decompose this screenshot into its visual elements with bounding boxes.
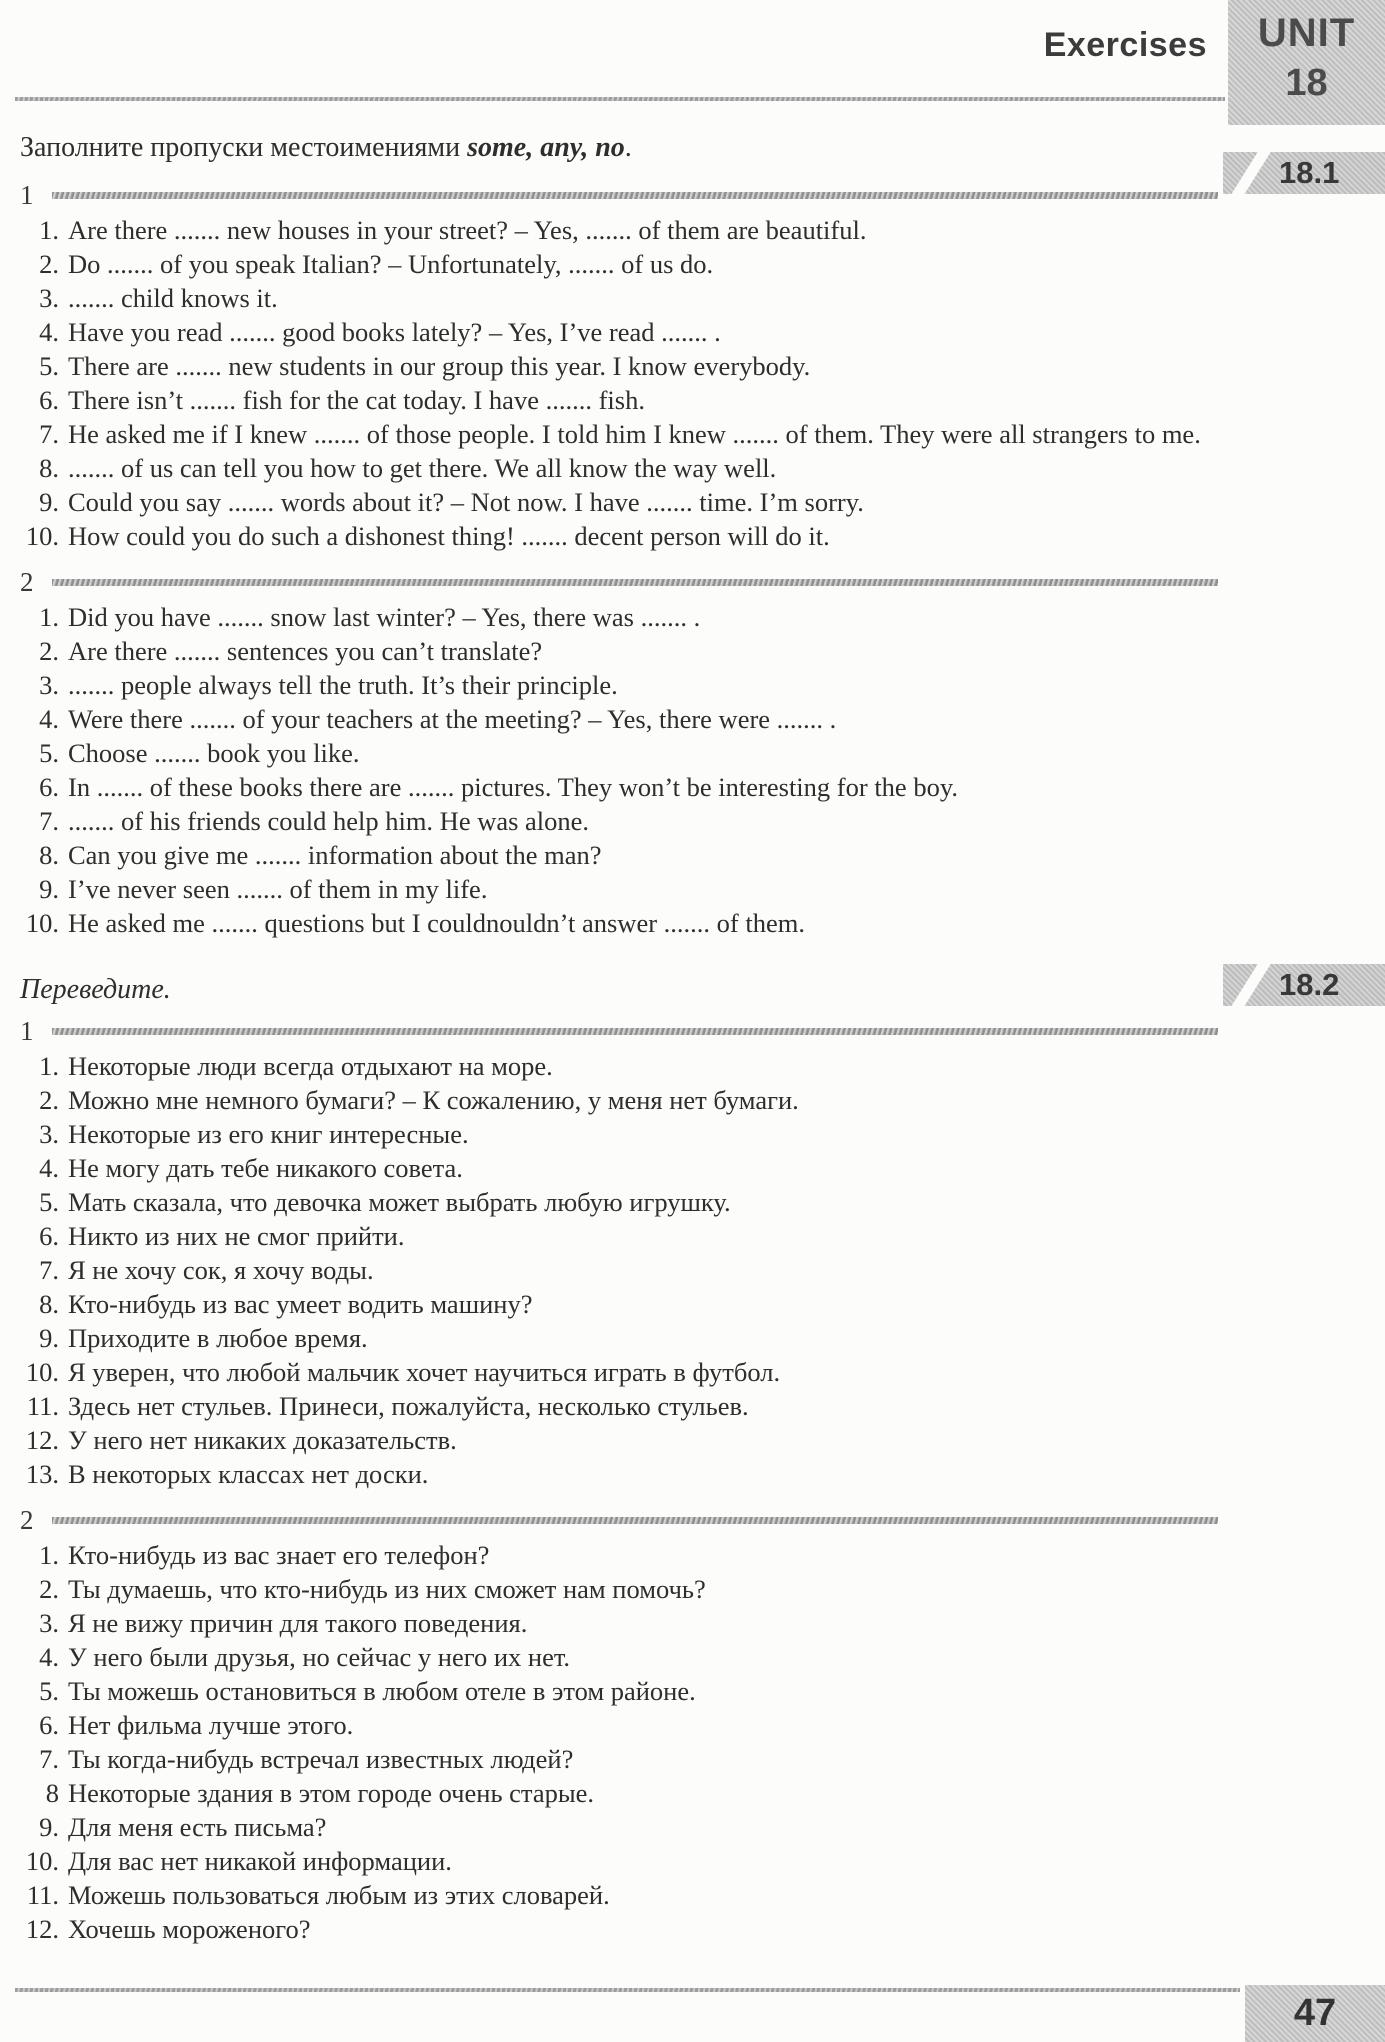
item-number: 3. [39, 670, 59, 700]
list-item [20, 600, 1282, 634]
item-text: In ....... of these books there are ....... pictures. They won’t be interesting for the boy. [68, 772, 958, 802]
list-item [20, 1606, 1282, 1640]
page-title: Exercises [1043, 26, 1207, 64]
item-text: Никто из них не смог прийти. [68, 1221, 405, 1251]
item-number: 13. [25, 1459, 59, 1489]
item-text: Ты думаешь, что кто-нибудь из них сможет нам помочь? [68, 1574, 706, 1604]
list-item [20, 1219, 1282, 1253]
list-item [20, 1708, 1282, 1742]
page-content [20, 118, 1340, 1946]
exercise-rule [52, 192, 1218, 199]
item-text: Можешь пользоваться любым из этих словарей. [68, 1880, 610, 1910]
exercise-1-marker [20, 179, 1330, 210]
list-item [20, 213, 1282, 247]
list-item [20, 519, 1282, 553]
list-item [20, 1538, 1282, 1572]
list-item [20, 1389, 1282, 1423]
item-text: ....... people always tell the truth. It’s their principle. [68, 670, 618, 700]
page-number-box [1245, 1985, 1385, 2042]
instruction-period: . [624, 132, 632, 163]
item-number: 8. [39, 1289, 59, 1319]
list-item [20, 1185, 1282, 1219]
list-item [20, 281, 1282, 315]
item-text: Choose ....... book you like. [68, 738, 360, 768]
item-text: There are ....... new students in our group this year. I know everybody. [68, 351, 811, 381]
item-text: Я уверен, что любой мальчик хочет научиться играть в футбол. [68, 1357, 781, 1387]
list-item [20, 770, 1282, 804]
item-number: 4. [39, 1642, 59, 1672]
badge-slash-icon [1229, 152, 1272, 194]
item-text: Do ....... of you speak Italian? – Unfortunately, ....... of us do. [68, 249, 714, 279]
item-text: Я не вижу причин для такого поведения. [68, 1608, 528, 1638]
unit-label: UNIT [1257, 11, 1356, 55]
list-item [20, 1878, 1282, 1912]
item-text: Некоторые здания в этом городе очень старые. [68, 1778, 595, 1808]
list-item [20, 1674, 1282, 1708]
item-text: Не могу дать тебе никакого совета. [68, 1153, 463, 1183]
item-number: 10. [25, 1846, 59, 1876]
badge-number: 18.1 [1279, 155, 1340, 190]
badge-slash-icon [1229, 964, 1272, 1006]
item-text: ....... of us can tell you how to get there. We all know the way well. [68, 453, 777, 483]
item-number: 9. [39, 487, 59, 517]
item-number: 6. [39, 385, 59, 415]
item-text: Can you give me ....... information about the man? [68, 840, 602, 870]
item-number: 3. [39, 1608, 59, 1638]
list-item [20, 1253, 1282, 1287]
item-number: 7. [39, 1255, 59, 1285]
item-number: 1. [39, 1540, 59, 1570]
item-number: 10. [25, 908, 59, 938]
item-text: Для вас нет никакой информации. [68, 1846, 452, 1876]
item-text: I’ve never seen ....... of them in my life. [68, 874, 488, 904]
list-item [20, 1572, 1282, 1606]
list-item [20, 247, 1282, 281]
item-text: Некоторые люди всегда отдыхают на море. [68, 1051, 553, 1081]
item-text: Have you read ....... good books lately? – Yes, I’ve read ....... . [68, 317, 721, 347]
item-text: How could you do such a dishonest thing! ....... decent person will do it. [68, 521, 830, 551]
list-item [20, 906, 1282, 940]
item-text: Мать сказала, что девочка может выбрать любую игрушку. [68, 1187, 731, 1217]
item-number: 11. [26, 1880, 59, 1910]
item-number: 3. [39, 283, 59, 313]
section-badge-18-2 [1223, 964, 1385, 1006]
exercise-list [20, 213, 1330, 553]
list-item [20, 1457, 1282, 1491]
item-text: У него были друзья, но сейчас у него их нет. [68, 1642, 571, 1672]
item-text: Are there ....... new houses in your street? – Yes, ....... of them are beautiful. [68, 215, 867, 245]
item-text: Приходите в любое время. [68, 1323, 368, 1353]
exercise-rule [52, 579, 1218, 586]
list-item [20, 838, 1282, 872]
list-item [20, 736, 1282, 770]
page-number: 47 [1293, 1992, 1337, 2034]
item-text: Для меня есть письма? [68, 1812, 327, 1842]
list-item [20, 485, 1282, 519]
list-item [20, 1117, 1282, 1151]
list-item [20, 668, 1282, 702]
list-item [20, 1640, 1282, 1674]
item-number: 11. [26, 1391, 59, 1421]
item-number: 2. [39, 636, 59, 666]
item-number: 4. [39, 704, 59, 734]
item-number: 8 [45, 1778, 59, 1808]
list-item [20, 1423, 1282, 1457]
list-item [20, 872, 1282, 906]
item-number: 9. [39, 1812, 59, 1842]
list-item [20, 1912, 1282, 1946]
exercise-2-marker [20, 1504, 1330, 1535]
exercise-1-marker [20, 1015, 1330, 1046]
item-text: Could you say ....... words about it? – Not now. I have ....... time. I’m sorry. [68, 487, 864, 517]
item-number: 7. [39, 1744, 59, 1774]
item-number: 2. [39, 1574, 59, 1604]
exercise-number: 1 [20, 1015, 34, 1046]
item-number: 5. [39, 1676, 59, 1706]
exercise-list [20, 1538, 1330, 1946]
item-text: В некоторых классах нет доски. [68, 1459, 429, 1489]
item-number: 12. [25, 1425, 59, 1455]
item-number: 9. [39, 874, 59, 904]
item-number: 1. [39, 602, 59, 632]
item-number: 7. [39, 419, 59, 449]
item-number: 1. [39, 215, 59, 245]
item-text: Нет фильма лучше этого. [68, 1710, 354, 1740]
item-number: 1. [39, 1051, 59, 1081]
item-text: Хочешь мороженого? [68, 1914, 311, 1944]
item-number: 10. [25, 521, 59, 551]
item-text: He asked me if I knew ....... of those people. I told him I knew ....... of them. They were all strangers to me. [68, 419, 1201, 449]
list-item [20, 1083, 1282, 1117]
exercise-number: 1 [20, 179, 34, 210]
header-divider [15, 97, 1225, 101]
item-number: 9. [39, 1323, 59, 1353]
item-number: 12. [25, 1914, 59, 1944]
unit-number: 18 [1285, 62, 1328, 104]
list-item [20, 702, 1282, 736]
item-text: Здесь нет стульев. Принеси, пожалуйста, несколько стульев. [68, 1391, 749, 1421]
item-number: 5. [39, 1187, 59, 1217]
list-item [20, 349, 1282, 383]
item-text: Кто-нибудь из вас знает его телефон? [68, 1540, 490, 1570]
item-number: 8. [39, 453, 59, 483]
item-text: Did you have ....... snow last winter? – Yes, there was ....... . [68, 602, 701, 632]
item-text: Я не хочу сок, я хочу воды. [68, 1255, 374, 1285]
section-18-2-instruction: Переведите. [20, 974, 171, 1005]
item-text: ....... of his friends could help him. He was alone. [68, 806, 590, 836]
instruction-emphasis: some, any, no [467, 132, 625, 163]
footer-divider [15, 1988, 1240, 1992]
list-item [20, 1742, 1282, 1776]
item-number: 2. [39, 249, 59, 279]
list-item [20, 315, 1282, 349]
exercise-number: 2 [20, 566, 34, 597]
section-18-2-head [20, 967, 1340, 1008]
exercise-2-marker [20, 566, 1330, 597]
list-item [20, 1049, 1282, 1083]
list-item [20, 383, 1282, 417]
item-number: 6. [39, 1710, 59, 1740]
item-number: 5. [39, 351, 59, 381]
item-number: 10. [25, 1357, 59, 1387]
instruction-text: Заполните пропуски местоимениями [20, 132, 468, 163]
item-text: Кто-нибудь из вас умеет водить машину? [68, 1289, 533, 1319]
item-text: Ты когда-нибудь встречал известных людей? [68, 1744, 574, 1774]
item-text: Are there ....... sentences you can’t translate? [68, 636, 543, 666]
item-number: 6. [39, 1221, 59, 1251]
exercise-list [20, 600, 1330, 940]
item-number: 2. [39, 1085, 59, 1115]
list-item [20, 1287, 1282, 1321]
item-number: 4. [39, 1153, 59, 1183]
item-number: 7. [39, 806, 59, 836]
list-item [20, 634, 1282, 668]
item-text: Можно мне немного бумаги? – К сожалению, у меня нет бумаги. [68, 1085, 799, 1115]
list-item [20, 1151, 1282, 1185]
item-text: Некоторые из его книг интересные. [68, 1119, 469, 1149]
item-number: 3. [39, 1119, 59, 1149]
item-number: 4. [39, 317, 59, 347]
list-item [20, 1844, 1282, 1878]
unit-box [1228, 0, 1385, 125]
badge-number: 18.2 [1279, 967, 1340, 1002]
item-text: Ты можешь остановиться в любом отеле в этом районе. [68, 1676, 696, 1706]
section-18-1-instruction [20, 132, 632, 163]
item-number: 6. [39, 772, 59, 802]
section-18-1-head [20, 130, 1340, 190]
item-text: ....... child knows it. [68, 283, 278, 313]
exercise-number: 2 [20, 1504, 34, 1535]
list-item [20, 1776, 1282, 1810]
item-text: He asked me ....... questions but I couldnouldn’t answer ....... of them. [68, 908, 805, 938]
list-item [20, 1355, 1282, 1389]
list-item [20, 1810, 1282, 1844]
item-text: Were there ....... of your teachers at the meeting? – Yes, there were ....... . [68, 704, 837, 734]
item-text: There isn’t ....... fish for the cat today. I have ....... fish. [68, 385, 645, 415]
list-item [20, 417, 1282, 451]
exercise-rule [52, 1517, 1218, 1524]
item-number: 8. [39, 840, 59, 870]
list-item [20, 1321, 1282, 1355]
exercise-list [20, 1049, 1330, 1491]
list-item [20, 451, 1282, 485]
list-item [20, 804, 1282, 838]
item-number: 5. [39, 738, 59, 768]
item-text: У него нет никаких доказательств. [68, 1425, 457, 1455]
exercise-rule [52, 1028, 1218, 1035]
section-badge-18-1 [1223, 152, 1385, 194]
